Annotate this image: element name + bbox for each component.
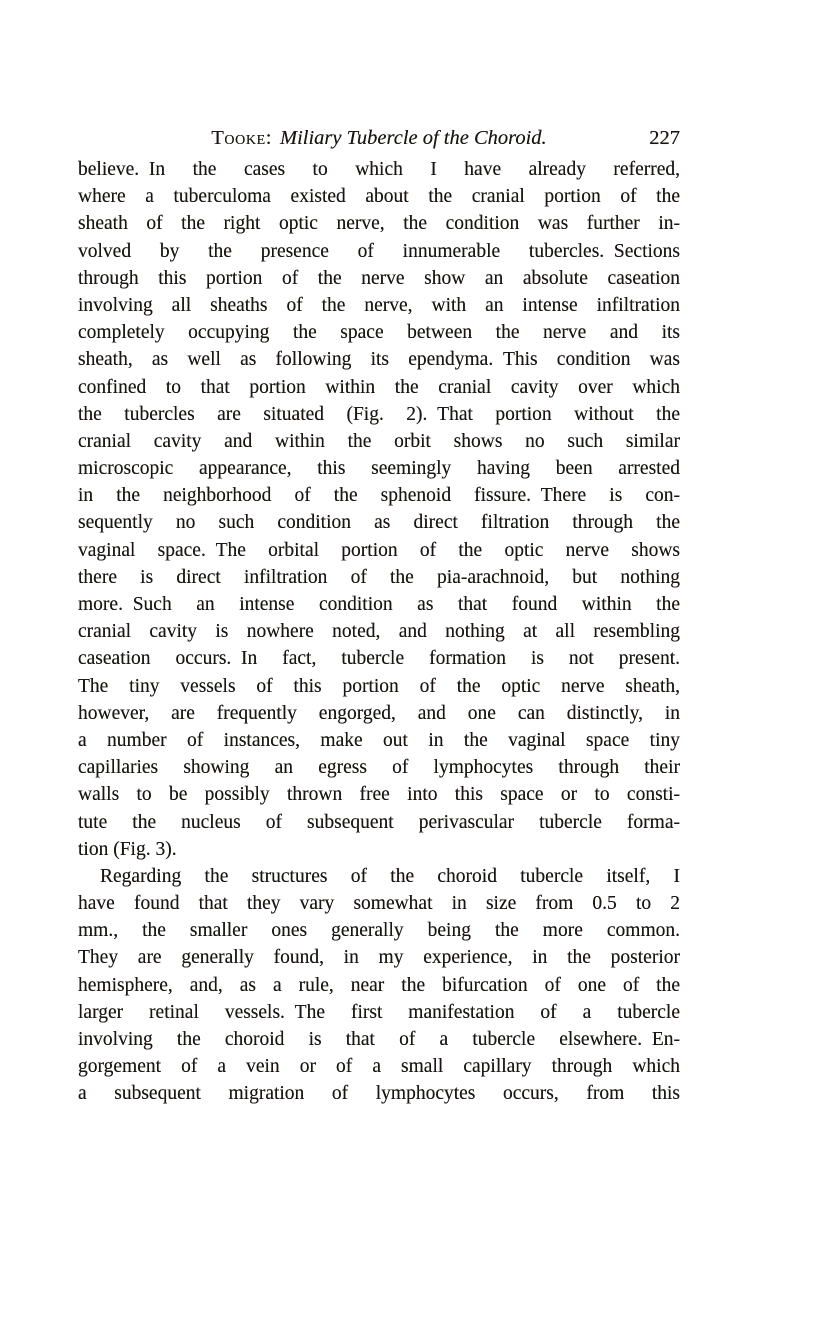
text-line: tute the nucleus of subsequent perivascular tubercle forma- [78, 811, 680, 833]
running-head [78, 124, 680, 152]
text-line: cranial cavity and within the orbit shows no such similar [78, 430, 680, 452]
text-line: gorgement of a vein or of a small capillary through which [78, 1056, 680, 1078]
text-line: completely occupying the space between the nerve and its [78, 322, 680, 344]
text-line: walls to be possibly thrown free into this space or to consti- [78, 784, 680, 806]
text-line: sequently no such condition as direct filtration through the [78, 512, 680, 534]
text-line: believe. In the cases to which I have already referred, [78, 159, 680, 180]
text-line: larger retinal vessels. The first manifestation of a tubercle [78, 1001, 680, 1023]
text-line: vaginal space. The orbital portion of the optic nerve shows [78, 539, 680, 561]
text-line: in the neighborhood of the sphenoid fissure. There is con- [78, 485, 680, 507]
text-line: a subsequent migration of lymphocytes occurs, from this [78, 1083, 680, 1105]
text-line: tion (Fig. 3). [78, 838, 177, 860]
running-head-author: Tooke: [211, 127, 273, 149]
text-line: involving all sheaths of the nerve, with an intense infiltration [78, 294, 680, 316]
running-head-title: Miliary Tubercle of the Choroid. [280, 127, 547, 149]
text-line: the tubercles are situated (Fig. 2). That portion without the [78, 403, 680, 425]
text-line: hemisphere, and, as a rule, near the bifurcation of one of the [78, 974, 680, 996]
text-line: involving the choroid is that of a tubercle elsewhere. En- [78, 1029, 680, 1050]
text-line: capillaries showing an egress of lymphocytes through their [78, 757, 680, 779]
text-line: sheath of the right optic nerve, the condition was further in- [78, 213, 680, 235]
text-line: more. Such an intense condition as that found within the [78, 594, 680, 615]
text-line: there is direct infiltration of the pia-arachnoid, but nothing [78, 566, 680, 588]
text-line: cranial cavity is nowhere noted, and nothing at all resembling [78, 621, 680, 643]
text-line: microscopic appearance, this seemingly having been arrested [78, 458, 680, 480]
text-line: mm., the smaller ones generally being the more common. [78, 920, 680, 942]
body-text [78, 156, 680, 1108]
text-line: have found that they vary somewhat in size from 0.5 to 2 [78, 893, 680, 915]
text-line: The tiny vessels of this portion of the optic nerve sheath, [78, 675, 680, 697]
text-line: through this portion of the nerve show an absolute caseation [78, 267, 680, 289]
text-line: caseation occurs. In fact, tubercle formation is not present. [78, 648, 680, 670]
text-line: however, are frequently engorged, and one can distinctly, in [78, 702, 680, 724]
text-line: volved by the presence of innumerable tubercles. Sections [78, 240, 680, 262]
text-line: They are generally found, in my experience, in the posterior [78, 947, 680, 969]
text-line: Regarding the structures of the choroid tubercle itself, I [100, 865, 680, 887]
page-number: 227 [649, 127, 680, 149]
text-line: confined to that portion within the cranial cavity over which [78, 376, 680, 398]
text-line: where a tuberculoma existed about the cranial portion of the [78, 186, 680, 208]
text-line: sheath, as well as following its ependyma. This condition was [78, 349, 680, 371]
text-line: a number of instances, make out in the vaginal space tiny [78, 729, 680, 751]
